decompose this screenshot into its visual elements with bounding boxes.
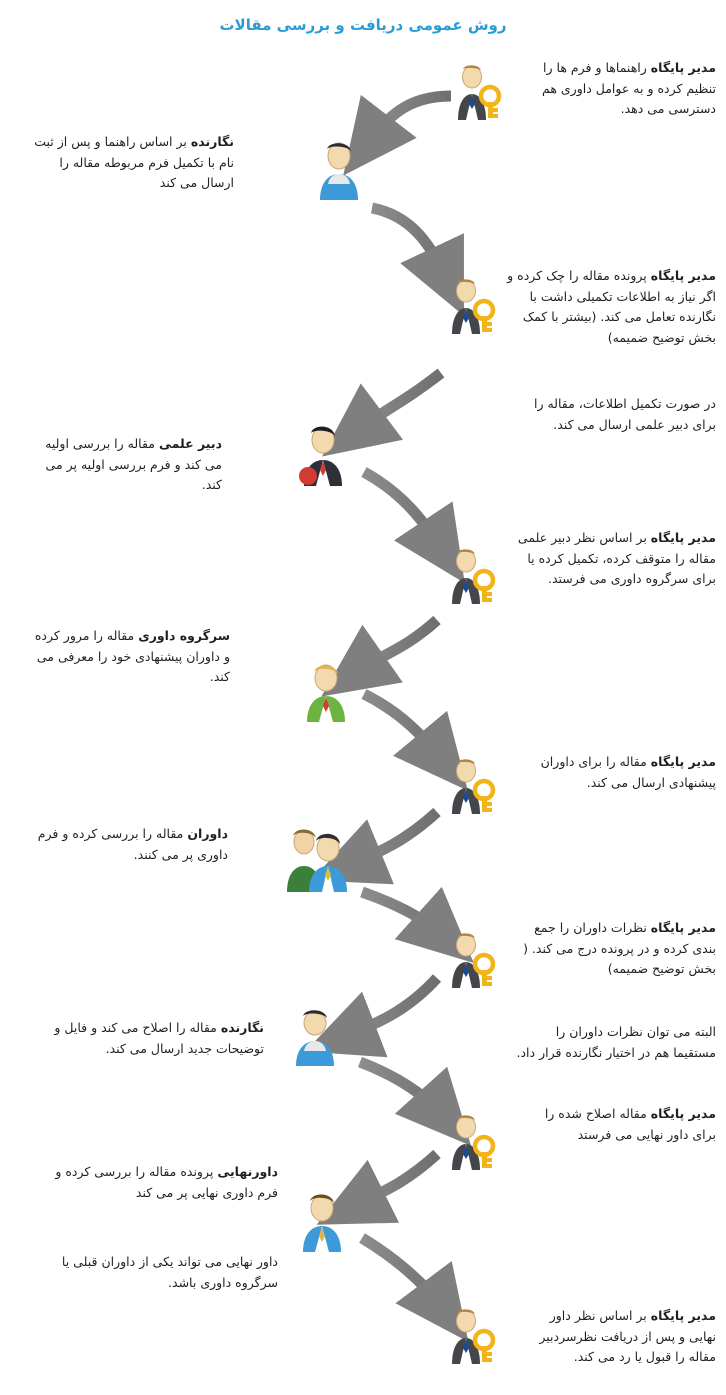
arrow-admin-to-author xyxy=(366,96,451,146)
arrow-admin-to-author-revise xyxy=(340,978,437,1038)
step-body-admin-direct-note: البته می توان نظرات داوران را مستقیما هم در اختیار نگارنده قرار داد. xyxy=(516,1024,716,1060)
admin-key-avatar xyxy=(446,548,500,604)
admin-key-avatar xyxy=(452,64,506,120)
step-text-science-editor xyxy=(36,434,222,496)
arrow-reviewers-to-admin xyxy=(362,892,446,938)
step-body-admin-collect: نظرات داوران را جمع بندی کرده و در پرونده درج می کند. ( بخش توضیح ضمیمه) xyxy=(523,920,716,977)
step-text-admin-check xyxy=(504,266,716,349)
step-body-review-lead: مقاله را مرور کرده و داوران پیشنهادی خود را معرفی می کند. xyxy=(34,628,230,685)
step-body-final-reviewer-note: داور نهایی می تواند یکی از داوران قبلی یا سرگروه داوری باشد. xyxy=(61,1254,278,1290)
review-lead-avatar xyxy=(300,662,354,718)
page-title: روش عمومی دریافت و بررسی مقالات xyxy=(219,16,507,34)
step-body-admin-check: پرونده مقاله را چک کرده و اگر نیاز به اطلاعات تکمیلی داشت با نگارنده تعامل می کند. (بیشتر با کمک بخش توضیح ضمیمه) xyxy=(507,268,716,345)
step-body-reviewers: مقاله را بررسی کرده و فرم داوری پر می کنند. xyxy=(37,826,228,862)
step-text-review-lead xyxy=(30,626,230,688)
arrow-reviewlead-to-admin xyxy=(364,694,444,762)
step-body-author-revise: مقاله را اصلاح می کند و فایل و توضیحات جدید ارسال می کند. xyxy=(54,1020,264,1056)
admin-key-avatar xyxy=(446,932,500,988)
role-label-review-lead: سرگروه داوری xyxy=(138,628,230,643)
step-body-admin-decision: بر اساس نظر داور نهایی و پس از دریافت نظرسردبیر مقاله را قبول یا رد می کند. xyxy=(539,1308,716,1365)
final-reviewer-avatar xyxy=(296,1192,350,1248)
admin-key-avatar xyxy=(446,278,500,334)
step-body-final-reviewer: پرونده مقاله را بررسی کرده و فرم داوری نهایی پر می کند xyxy=(55,1164,278,1200)
role-label-final-reviewer: داورنهایی xyxy=(217,1164,278,1179)
role-label-admin-setup: مدیر پایگاه xyxy=(650,60,716,75)
admin-key-avatar xyxy=(446,1308,500,1364)
role-label-author-revise: نگارنده xyxy=(220,1020,264,1035)
step-text-reviewers xyxy=(32,824,228,865)
step-text-author-submit xyxy=(30,132,234,194)
step-text-admin-send-final xyxy=(520,1104,716,1145)
step-text-final-reviewer xyxy=(40,1162,278,1203)
role-label-reviewers: داوران xyxy=(187,826,228,841)
step-body-admin-after-editor: بر اساس نظر دبیر علمی مقاله را متوقف کرده، تکمیل کرده یا برای سرگروه داوری می فرستد. xyxy=(517,530,716,587)
role-label-admin-collect: مدیر پایگاه xyxy=(650,920,716,935)
admin-key-avatar xyxy=(446,1114,500,1170)
step-body-author-submit: بر اساس راهنما و پس از ثبت نام با تکمیل فرم مربوطه مقاله را ارسال می کند xyxy=(34,134,234,191)
step-body-admin-send-reviewers: مقاله را برای داوران پیشنهادی ارسال می کند. xyxy=(540,754,716,790)
step-text-admin-setup xyxy=(516,58,716,120)
step-body-admin-forward-note: در صورت تکمیل اطلاعات، مقاله را برای دبیر علمی ارسال می کند. xyxy=(534,396,716,432)
step-text-admin-forward-note xyxy=(520,394,716,435)
step-body-admin-send-final: مقاله اصلاح شده را برای داور نهایی می فرستد xyxy=(544,1106,716,1142)
editor-avatar xyxy=(298,424,352,480)
role-label-science-editor: دبیر علمی xyxy=(158,436,222,451)
arrow-admin-to-final-reviewer xyxy=(350,1154,437,1208)
role-label-admin-send-final: مدیر پایگاه xyxy=(650,1106,716,1121)
author-avatar xyxy=(312,140,366,196)
arrow-author-revise-to-admin xyxy=(360,1062,446,1118)
step-text-admin-decision xyxy=(520,1306,716,1368)
role-label-admin-check: مدیر پایگاه xyxy=(650,268,716,283)
role-label-admin-decision: مدیر پایگاه xyxy=(650,1308,716,1323)
role-label-author-submit: نگارنده xyxy=(190,134,234,149)
step-text-admin-after-editor xyxy=(504,528,716,590)
role-label-admin-send-reviewers: مدیر پایگاه xyxy=(650,754,716,769)
reviewers-group-avatar xyxy=(284,826,358,892)
step-body-science-editor: مقاله را بررسی اولیه می کند و فرم بررسی اولیه پر می کند. xyxy=(45,436,222,493)
arrow-admincheck-to-editor xyxy=(352,373,441,434)
arrow-editor-to-admin xyxy=(364,472,444,552)
arrow-author-to-admin-check xyxy=(372,208,448,282)
step-body-admin-setup: راهنماها و فرم ها را تنظیم کرده و به عوامل داوری هم دسترسی می دهد. xyxy=(542,60,716,117)
admin-key-avatar xyxy=(446,758,500,814)
step-text-admin-direct-note xyxy=(510,1022,716,1063)
step-text-admin-send-reviewers xyxy=(514,752,716,793)
arrow-admin-to-reviewlead xyxy=(352,620,437,675)
step-text-author-revise xyxy=(14,1018,264,1059)
step-text-admin-collect xyxy=(510,918,716,980)
arrow-admin-to-reviewers xyxy=(346,812,437,866)
arrow-final-reviewer-to-admin xyxy=(362,1238,446,1312)
role-label-admin-after-editor: مدیر پایگاه xyxy=(650,530,716,545)
author-avatar xyxy=(288,1008,342,1064)
step-text-final-reviewer-note xyxy=(48,1252,278,1293)
